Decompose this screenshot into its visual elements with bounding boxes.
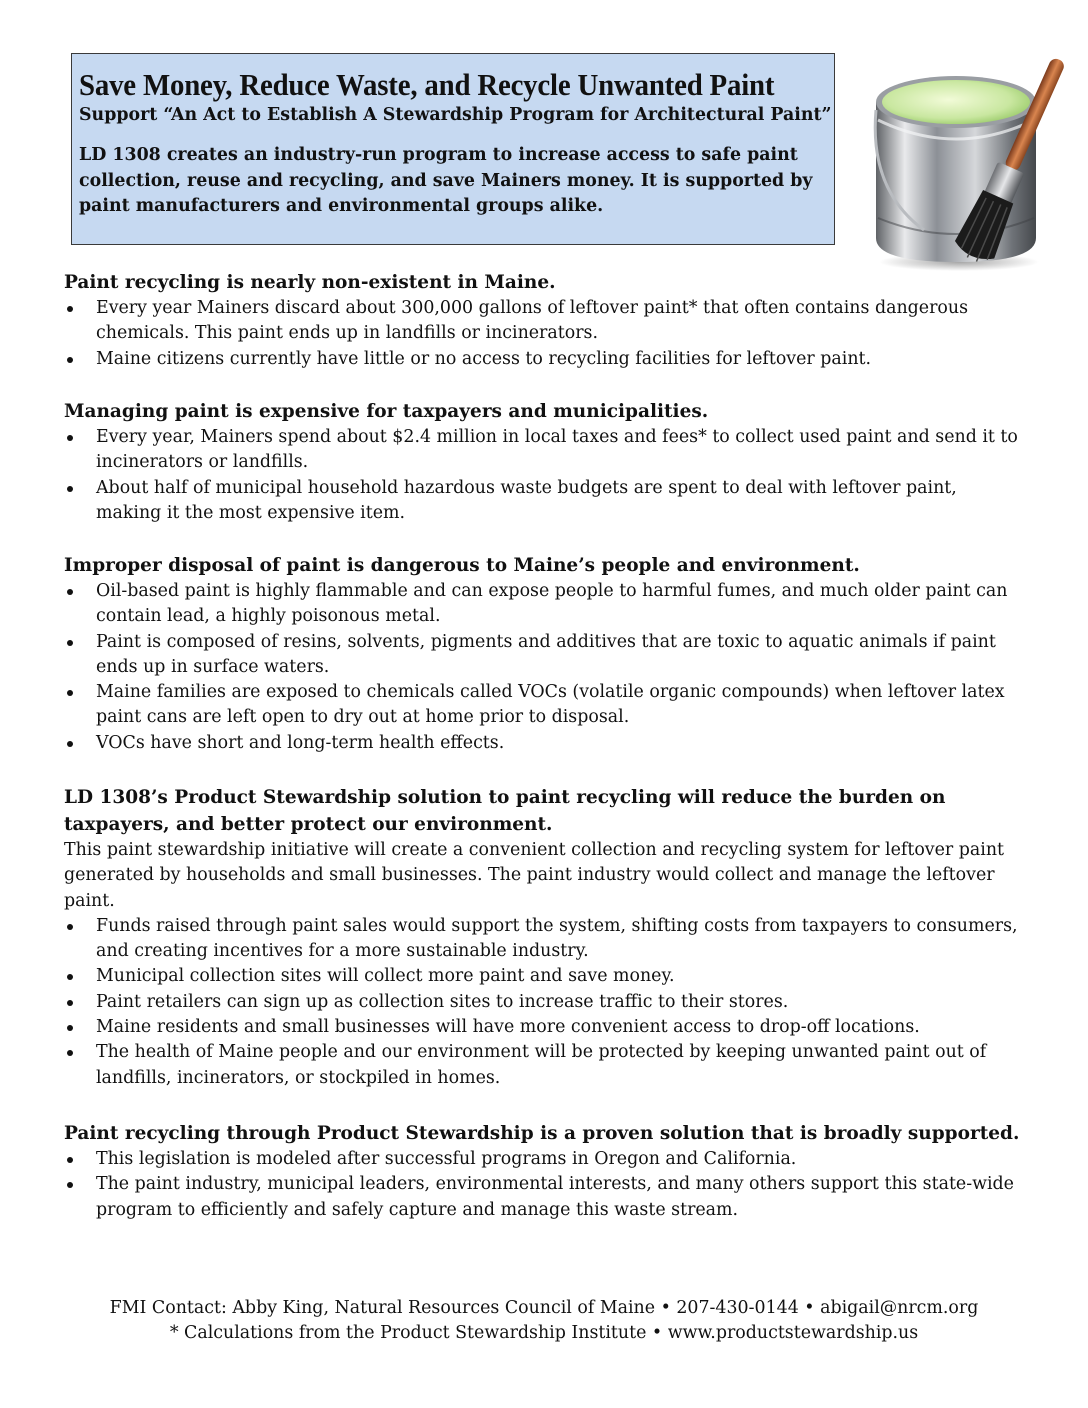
paint-can-with-brush-icon: [864, 40, 1084, 275]
section-expensive: [64, 398, 1024, 526]
header-box: [71, 53, 835, 245]
section-paragraph: This paint stewardship initiative will create a convenient collection and recycling system for leftover paint generated by households and small businesses. The paint industry would collect and manage the leftover paint.: [64, 840, 1005, 911]
header-description-line: paint manufacturers and environmental groups alike.: [79, 196, 604, 216]
section-heading: LD 1308’s Product Stewardship solution to paint recycling will reduce the burden on taxpayers, and better protect our environment.: [64, 787, 946, 835]
list-item: This legislation is modeled after successful programs in Oregon and California.: [64, 1147, 1024, 1172]
header-description-line: LD 1308 creates an industry-run program to increase access to safe paint: [79, 145, 798, 165]
footer-calculations: * Calculations from the Product Stewardship Institute • www.productstewardship.us: [169, 1323, 919, 1343]
bullet-list: [64, 296, 1024, 372]
list-item: Every year, Mainers spend about $2.4 million in local taxes and fees* to collect used paint and send it to incinerators or landfills.: [64, 425, 1024, 476]
bullet-list: [64, 914, 1024, 1091]
section-stewardship-solution: [64, 784, 1024, 1091]
list-item: Oil-based paint is highly flammable and can expose people to harmful fumes, and much older paint can contain lead, a highly poisonous metal.: [64, 579, 1024, 630]
list-item: Maine families are exposed to chemicals called VOCs (volatile organic compounds) when leftover latex paint cans are left open to dry out at home prior to disposal.: [64, 680, 1024, 731]
list-item: Funds raised through paint sales would support the system, shifting costs from taxpayers to consumers, and creating incentives for a more sustainable industry.: [64, 914, 1024, 965]
list-item: Every year Mainers discard about 300,000 gallons of leftover paint* that often contains dangerous chemicals. This paint ends up in landfills or incinerators.: [64, 296, 1024, 347]
section-heading: Managing paint is expensive for taxpayers and municipalities.: [64, 401, 709, 422]
list-item: The health of Maine people and our environment will be protected by keeping unwanted paint out of landfills, incinerators, or stockpiled in homes.: [64, 1040, 1024, 1091]
section-recycling-nonexistent: [64, 269, 1024, 372]
bullet-list: [64, 579, 1024, 756]
list-item: Maine residents and small businesses will have more convenient access to drop-off locations.: [64, 1015, 1024, 1040]
footer-contact: FMI Contact: Abby King, Natural Resources Council of Maine • 207-430-0144 • abigail@nrcm.org: [109, 1298, 979, 1318]
list-item: Paint is composed of resins, solvents, pigments and additives that are toxic to aquatic animals if paint ends up in surface waters.: [64, 630, 1024, 681]
page-subtitle: Support “An Act to Establish A Stewardship Program for Architectural Paint”: [79, 105, 832, 125]
section-heading: Paint recycling is nearly non-existent in Maine.: [64, 272, 556, 293]
list-item: The paint industry, municipal leaders, environmental interests, and many others support this state-wide program to efficiently and safely capture and manage this waste stream.: [64, 1172, 1024, 1223]
list-item: VOCs have short and long-term health effects.: [64, 731, 1024, 756]
header-description-line: collection, reuse and recycling, and save Mainers money. It is supported by: [79, 170, 813, 191]
section-heading: Paint recycling through Product Stewardship is a proven solution that is broadly supported.: [64, 1123, 1020, 1144]
list-item: Municipal collection sites will collect more paint and save money.: [64, 964, 1024, 989]
section-heading: Improper disposal of paint is dangerous to Maine’s people and environment.: [64, 555, 860, 576]
footer: [0, 1296, 1088, 1346]
list-item: Paint retailers can sign up as collection sites to increase traffic to their stores.: [64, 990, 1024, 1015]
list-item: Maine citizens currently have little or no access to recycling facilities for leftover paint.: [64, 347, 1024, 372]
section-improper-disposal: [64, 552, 1024, 756]
page-title: Save Money, Reduce Waste, and Recycle Unwanted Paint: [79, 67, 775, 102]
list-item: About half of municipal household hazardous waste budgets are spent to deal with leftover paint, making it the most expensive item.: [64, 476, 1024, 527]
bullet-list: [64, 425, 1024, 526]
header-description: [79, 143, 826, 220]
section-proven-solution: [64, 1120, 1024, 1223]
bullet-list: [64, 1147, 1024, 1223]
